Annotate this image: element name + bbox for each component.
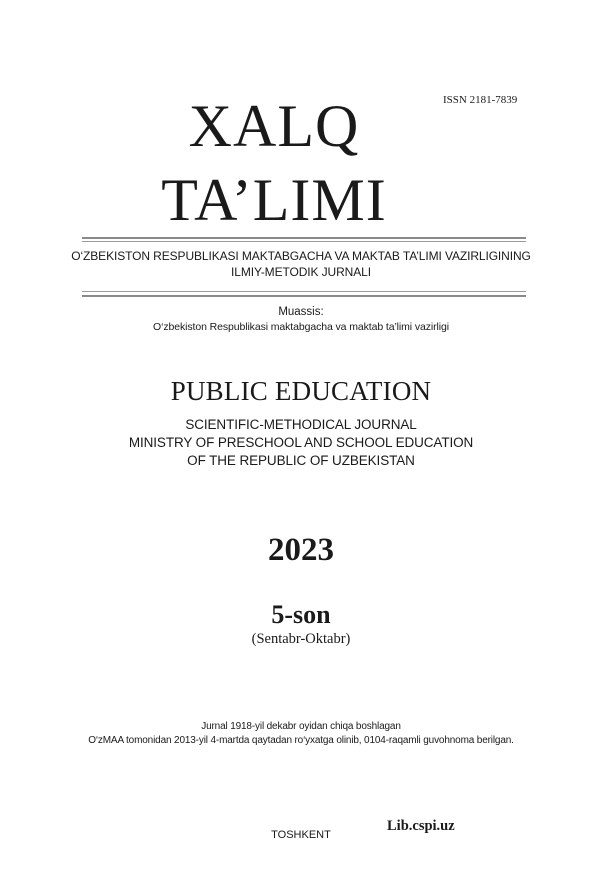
divider-bottom-thin (82, 291, 526, 292)
english-subtitle-line2: MINISTRY OF PRESCHOOL AND SCHOOL EDUCATION (128, 435, 474, 450)
journal-history (0, 720, 602, 748)
issue-number: 5-son (271, 600, 331, 629)
english-subtitle-line3: OF THE REPUBLIC OF UZBEKISTAN (187, 453, 415, 468)
founder-label: Muassis: (278, 306, 324, 318)
divider-top-thick (82, 237, 526, 239)
uz-subtitle-line2: ILMIY-METODIK JURNALI (231, 265, 371, 279)
issue-months: (Sentabr-Oktabr) (251, 631, 351, 647)
issn-number: ISSN 2181-7839 (443, 94, 518, 106)
publication-city: TOSHKENT (271, 829, 331, 841)
uz-subtitle (0, 248, 602, 280)
library-watermark: Lib.cspi.uz (387, 818, 455, 834)
english-subtitle-line1: SCIENTIFIC-METHODICAL JOURNAL (185, 417, 417, 432)
publication-year: 2023 (268, 532, 334, 568)
divider-top-thin (82, 241, 526, 242)
journal-history-line1: Jurnal 1918-yil dekabr oyidan chiqa boshlagan (201, 721, 401, 732)
uz-subtitle-line1: O‘ZBEKISTON RESPUBLIKASI MAKTABGACHA VA MAKTAB TA’LIMI VAZIRLIGINING (71, 249, 531, 263)
divider-bottom-thick (82, 295, 526, 297)
english-subtitle (0, 416, 602, 470)
journal-title-line1: XALQ (188, 93, 360, 159)
founder-name: O‘zbekiston Respublikasi maktabgacha va maktab ta’limi vazirligi (153, 321, 449, 333)
journal-title-line2: TA’LIMI (161, 167, 387, 233)
english-title: PUBLIC EDUCATION (170, 376, 432, 406)
journal-history-line2: O‘zMAA tomonidan 2013-yil 4-martda qaytadan ro‘yxatga olinib, 0104-raqamli guvohnoma berilgan. (88, 735, 514, 746)
